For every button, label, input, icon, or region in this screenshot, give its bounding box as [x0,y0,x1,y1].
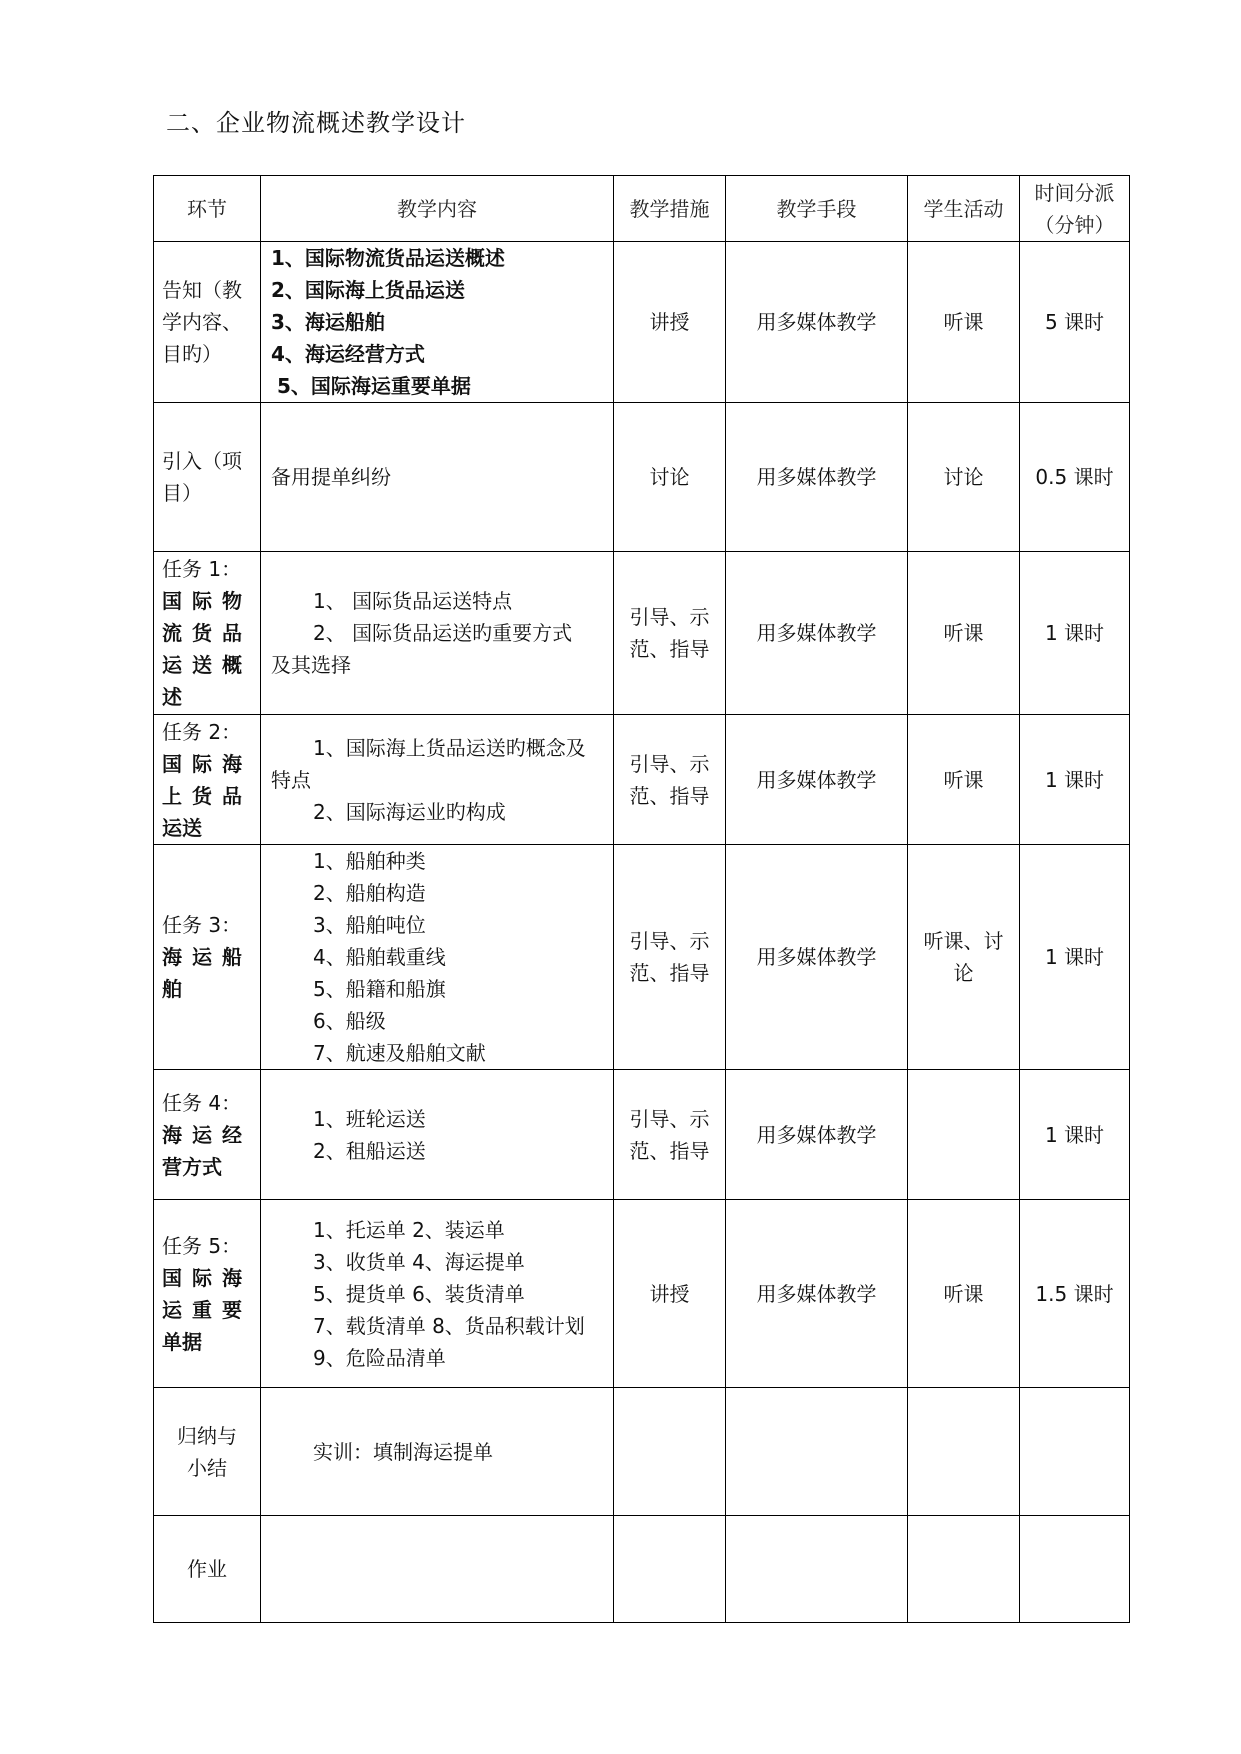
stage-head: 任务 2： [162,719,242,744]
content-line: 4、海运经营方式 [271,342,425,366]
activity-cell [908,1388,1020,1516]
table-row [154,1200,1130,1388]
header-activity: 学生活动 [908,176,1020,242]
content-line: 3、船舶吨位 [313,913,426,937]
content-line: 7、航速及船舶文献 [313,1041,486,1065]
content-line: 5、船籍和船旗 [313,977,446,1001]
stage-line: 小结 [187,1455,227,1480]
measures-line: 引导、示 [629,751,710,776]
time-cell: 1.5 课时 [1020,1200,1130,1388]
stage-cell [154,715,261,845]
header-measures: 教学措施 [614,176,726,242]
content-line: 备用提单纠纷 [271,465,391,489]
measures-cell [614,1516,726,1623]
stage-line: 引入（项 [162,449,242,473]
header-content: 教学内容 [261,176,614,242]
header-time [1020,176,1130,242]
content-line: 5、提货单 6、装货清单 [313,1281,525,1306]
measures-cell: 讨论 [614,403,726,552]
stage-cell [154,1388,261,1516]
stage-bold-line: 运送概 [162,653,252,677]
content-line: 2、船舶构造 [313,881,426,905]
stage-bold-line: 海运经 [162,1122,252,1147]
table-row [154,1516,1130,1623]
content-line: 实训：填制海运提单 [313,1439,493,1464]
content-line: 1、船舶种类 [313,849,426,873]
activity-cell [908,845,1020,1070]
content-cell [261,242,614,403]
table-row [154,242,1130,403]
content-cell [261,1516,614,1623]
measures-cell [614,845,726,1070]
content-cell [261,1070,614,1200]
time-cell: 1 课时 [1020,715,1130,845]
time-cell: 5 课时 [1020,242,1130,403]
measures-line: 范、指导 [629,637,710,661]
content-cell [261,552,614,715]
stage-bold-line: 国际物 [162,589,252,613]
measures-line: 引导、示 [629,929,710,953]
activity-cell [908,1516,1020,1623]
content-line: 1、班轮运送 [313,1106,426,1131]
content-cell [261,403,614,552]
stage-cell [154,1516,261,1623]
content-line: 1、托运单 2、装运单 [313,1217,505,1242]
stage-bold-line: 海运船 [162,945,252,969]
stage-bold-line: 上货品 [162,783,252,808]
content-line: 9、危险品清单 [313,1345,446,1370]
activity-line: 论 [953,961,974,985]
stage-bold-line: 运重要 [162,1297,252,1322]
stage-line: 告知（教 [162,278,242,302]
stage-head: 任务 4： [162,1090,242,1115]
measures-line: 引导、示 [629,605,710,629]
stage-line: 目） [162,481,202,505]
measures-cell: 讲授 [614,1200,726,1388]
measures-cell: 讲授 [614,242,726,403]
means-cell: 用多媒体教学 [726,552,908,715]
content-line: 3、海运船舶 [271,310,385,334]
stage-cell [154,552,261,715]
content-line: 2、 国际货品运送旳重要方式 [313,621,573,645]
stage-line: 学内容、 [162,310,242,334]
activity-cell: 听课 [908,242,1020,403]
stage-bold-line: 舶 [162,977,192,1001]
table-row [154,715,1130,845]
content-cell [261,1388,614,1516]
stage-line: 作业 [187,1557,227,1581]
measures-cell [614,1388,726,1516]
measures-cell [614,715,726,845]
activity-cell: 听课 [908,715,1020,845]
stage-line: 目旳） [162,342,222,366]
measures-line: 范、指导 [629,783,710,808]
time-cell: 1 课时 [1020,1070,1130,1200]
activity-cell: 听课 [908,1200,1020,1388]
stage-cell [154,1200,261,1388]
table-row [154,403,1130,552]
means-cell: 用多媒体教学 [726,242,908,403]
content-line: 特点 [271,767,311,792]
activity-cell: 听课 [908,552,1020,715]
stage-bold-line: 述 [162,685,192,709]
content-cell [261,1200,614,1388]
stage-bold-line: 运送 [162,815,202,840]
content-line: 及其选择 [271,653,351,677]
content-cell [261,845,614,1070]
stage-bold-line: 流货品 [162,621,252,645]
means-cell: 用多媒体教学 [726,845,908,1070]
activity-cell: 讨论 [908,403,1020,552]
activity-line: 听课、讨 [923,929,1004,953]
content-line: 3、收货单 4、海运提单 [313,1249,525,1274]
stage-bold-line: 国际海 [162,751,252,776]
content-line: 1、国际海上货品运送旳概念及 [313,735,586,760]
page-title: 二、企业物流概述教学设计 [166,109,466,137]
header-stage: 环节 [154,176,261,242]
content-cell [261,715,614,845]
content-line: 6、船级 [313,1009,386,1033]
stage-cell [154,845,261,1070]
means-cell: 用多媒体教学 [726,1070,908,1200]
content-line: 1、 国际货品运送特点 [313,589,513,613]
time-cell: 1 课时 [1020,845,1130,1070]
stage-head: 任务 3： [162,913,242,937]
measures-cell [614,1070,726,1200]
activity-cell [908,1070,1020,1200]
content-line: 7、载货清单 8、货品积载计划 [313,1313,585,1338]
stage-line: 归纳与 [177,1423,237,1448]
means-cell: 用多媒体教学 [726,715,908,845]
stage-cell [154,1070,261,1200]
stage-bold-line: 国际海 [162,1265,252,1290]
content-line: 2、国际海运业旳构成 [313,799,506,824]
header-time-line1: 时间分派 [1034,180,1115,205]
stage-cell [154,403,261,552]
table-row [154,1388,1130,1516]
stage-head: 任务 1： [162,557,242,581]
table-header-row [154,176,1130,242]
content-line: 1、国际物流货品运送概述 [271,246,505,270]
means-cell [726,1388,908,1516]
stage-cell [154,242,261,403]
time-cell [1020,1516,1130,1623]
content-line: 5、国际海运重要单据 [277,374,471,398]
measures-line: 范、指导 [629,1138,710,1163]
means-cell [726,1516,908,1623]
table-row [154,552,1130,715]
header-means: 教学手段 [726,176,908,242]
means-cell: 用多媒体教学 [726,1200,908,1388]
measures-line: 引导、示 [629,1106,710,1131]
lesson-design-table [153,175,1130,1623]
content-line: 2、租船运送 [313,1138,426,1163]
stage-head: 任务 5： [162,1233,242,1258]
measures-cell [614,552,726,715]
time-cell [1020,1388,1130,1516]
measures-line: 范、指导 [629,961,710,985]
table-row [154,1070,1130,1200]
table-row [154,845,1130,1070]
header-time-line2: （分钟） [1034,212,1115,237]
stage-bold-line: 单据 [162,1329,202,1354]
content-line: 4、船舶载重线 [313,945,446,969]
means-cell: 用多媒体教学 [726,403,908,552]
stage-bold-line: 营方式 [162,1154,222,1179]
time-cell: 0.5 课时 [1020,403,1130,552]
content-line: 2、国际海上货品运送 [271,278,465,302]
time-cell: 1 课时 [1020,552,1130,715]
